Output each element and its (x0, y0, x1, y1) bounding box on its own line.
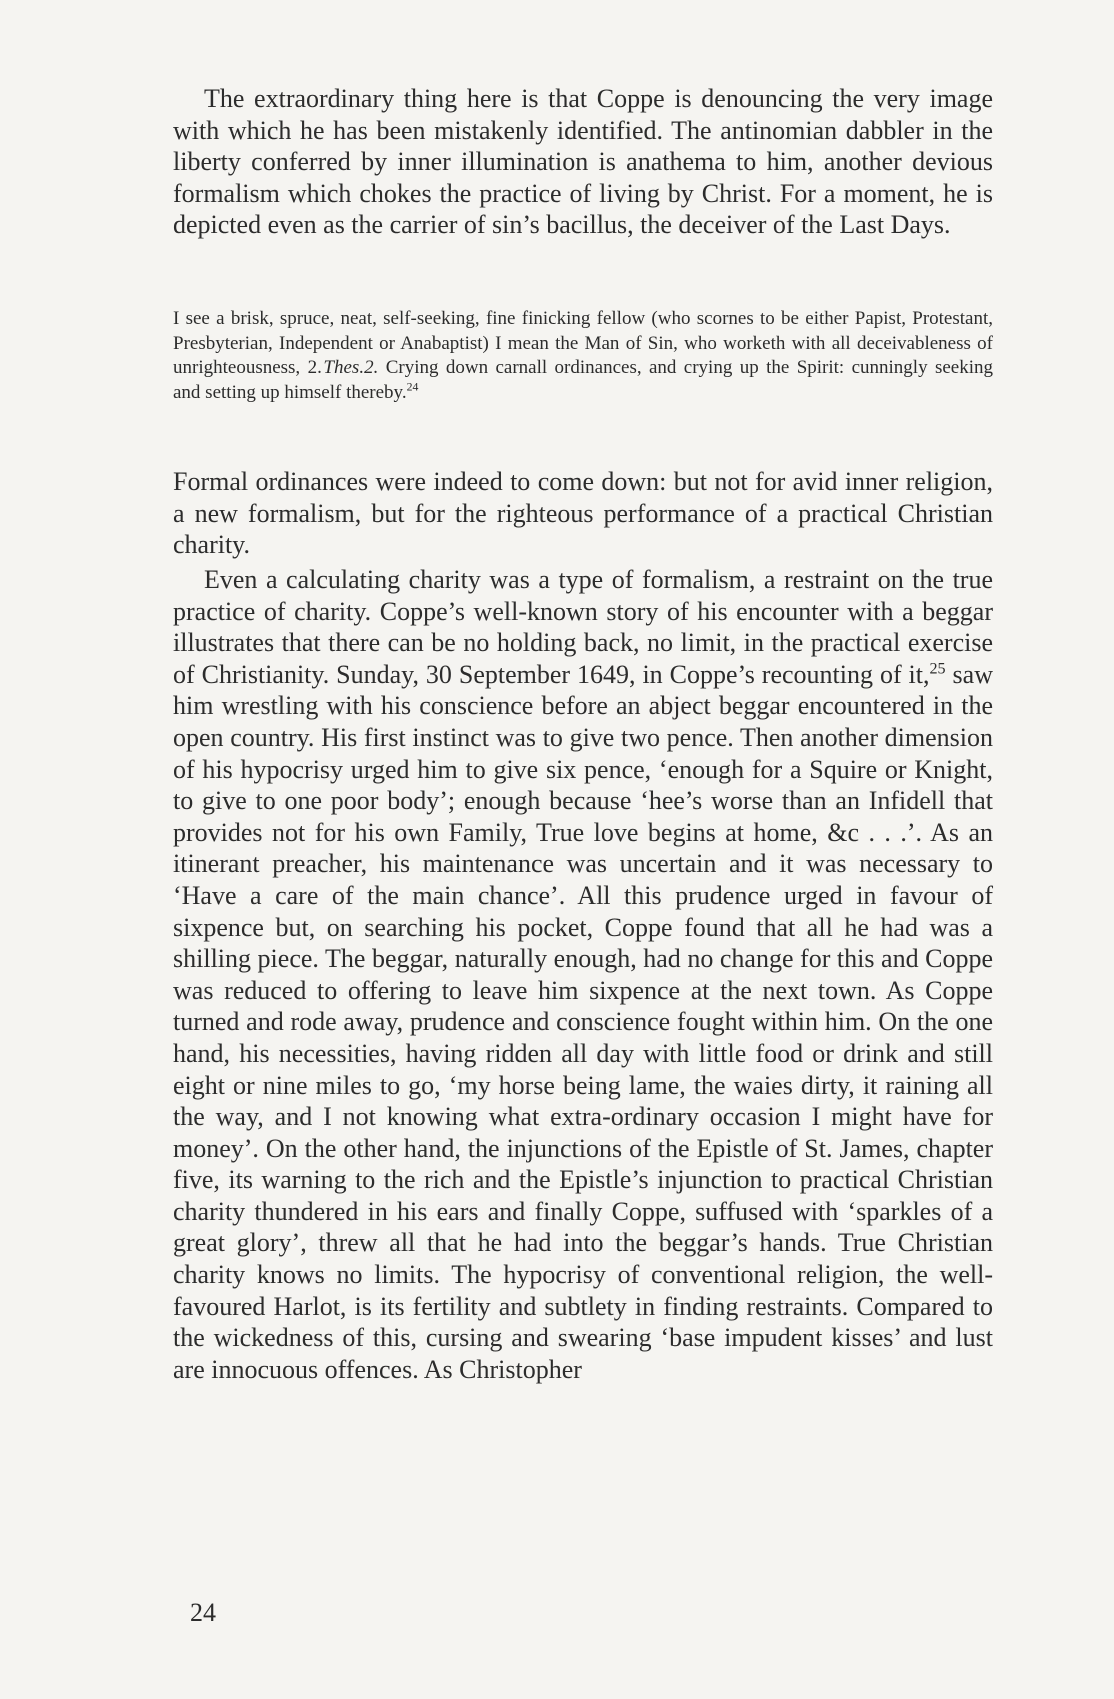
quote-text-start: I see a brisk, spruce, neat, self-seeking, fine finicking fellow (who scornes to be either Papist, Protestant, Presbyterian, Independent or Anabaptist) I mean the Man of Sin, who worketh with all deceivableness of unrighteousness, 2. (173, 308, 993, 378)
footnote-marker-24: 24 (406, 380, 419, 394)
paragraph-1 (173, 83, 993, 241)
paragraph-3-part-2: saw him wrestling with his conscience before an abject beggar encountered in the open country. His first instinct was to give two pence. Then another dimension of his hypocrisy urged him to give six pence, ‘enough for a Squire or Knight, to give to one poor body’; enough because ‘hee’s worse than an Infidell that provides not for his own Family, True love begins at home, &c . . .’. As an itinerant preacher, his maintenance was uncertain and it was necessary to ‘Have a care of the main chance’. All this prudence urged in favour of sixpence but, on searching his pocket, Coppe found that all he had was a shilling piece. The beggar, naturally enough, had no change for this and Coppe was reduced to offering to leave him sixpence at the next town. As Coppe turned and rode away, prudence and conscience fought within him. On the one hand, his necessities, having ridden all day with little food or drink and still eight or nine miles to go, ‘my horse being lame, the waies dirty, it raining all the way, and I not knowing what extra-ordinary occasion I might have for money’. On the other hand, the injunctions of the Epistle of St. James, chapter five, its warning to the rich and the Epistle’s injunction to practical Christian charity thundered in his ears and finally Coppe, suffused with ‘sparkles of a great glory’, threw all that he had into the beggar’s hands. True Christian charity knows no limits. The hypocrisy of conventional religion, the well-favoured Harlot, is its fertility and subtlety in finding restraints. Compared to the wickedness of this, cursing and swearing ‘base impudent kisses’ and lust are innocuous offences. As Christopher (173, 659, 993, 1384)
page-number: 24 (190, 1598, 216, 1627)
paragraph-1-text: The extraordinary thing here is that Coppe is denouncing the very image with which he has been mistakenly identified. The antinomian dabbler in the liberty conferred by inner illumination is anathema to him, another devious formalism which chokes the practice of living by Christ. For a moment, he is depicted even as the carrier of sin’s bacillus, the deceiver of the Last Days. (173, 84, 993, 240)
paragraph-3-part-1: Even a calculating charity was a type of formalism, a restraint on the true practice of charity. Coppe’s well-known story of his encounter with a beggar illustrates that there can be no holding back, no limit, in the practical exercise of Christianity. Sunday, 30 September 1649, in Coppe’s recounting of it, (173, 565, 993, 689)
paragraph-2 (173, 466, 993, 561)
block-quote (173, 307, 993, 405)
paragraph-3 (173, 564, 993, 1385)
block-quote-text (173, 307, 993, 405)
quote-text-end: Crying down carnall ordinances, and crying up the Spirit: cunningly seeking and setting up himself thereby. (173, 357, 993, 403)
quote-scripture-reference: Thes.2. (323, 357, 379, 378)
footnote-marker-25: 25 (929, 660, 946, 678)
paragraph-3-text (173, 564, 993, 1385)
paragraph-2-text: Formal ordinances were indeed to come down: but not for avid inner religion, a new formalism, but for the righteous performance of a practical Christian charity. (173, 467, 993, 560)
